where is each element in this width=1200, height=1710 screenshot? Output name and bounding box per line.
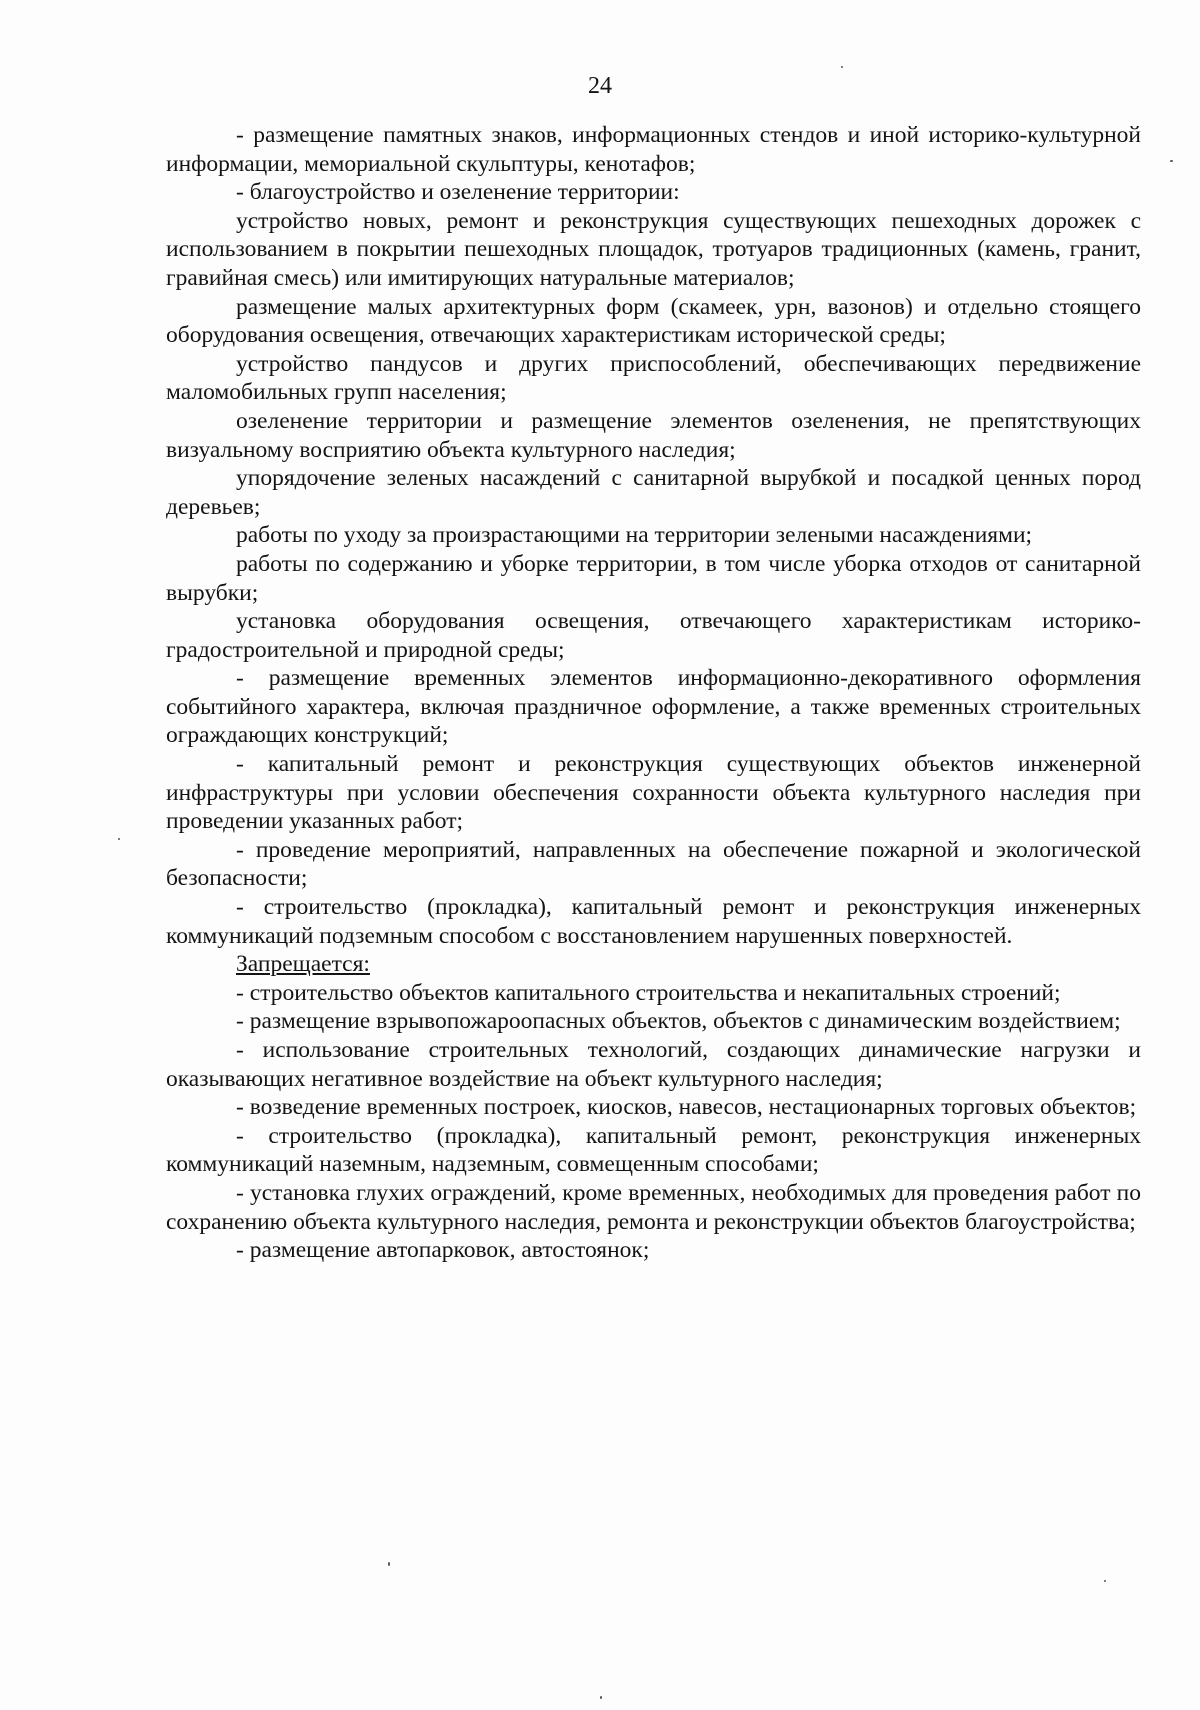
paragraph: - размещение автопарковок, автостоянок; [236,1237,650,1264]
section-heading-prohibited [166,950,1141,979]
paragraph: - установка глухих ограждений, кроме временных, необходимых для проведения работ по сохранению объекта культурного наследия, ремонта и реконструкции объектов благоустройства; [166,1179,1141,1235]
paragraph: - размещение взрывопожароопасных объектов, объектов с динамическим воздействием; [236,1008,1121,1035]
paragraph: установка оборудования освещения, отвечающего характеристикам историко-градостроительной и природной среды; [166,608,1141,663]
paragraph: устройство новых, ремонт и реконструкция существующих пешеходных дорожек с использованием в покрытии пешеходных площадок, тротуаров традиционных (камень, гранит, гравийная смесь) или имитирующих натуральные материалов; [166,207,1141,291]
paragraph: озеленение территории и размещение элементов озеленения, не препятствующих визуальному восприятию объекта культурного наследия; [166,407,1141,463]
paragraph: - строительство (прокладка), капитальный ремонт, реконструкция инженерных коммуникаций наземным, надземным, совмещенным способами; [166,1122,1141,1178]
document-body [166,121,1141,1265]
paragraph: работы по содержанию и уборке территории, в том числе уборка отходов от санитарной вырубки; [166,550,1141,606]
paragraph: - строительство объектов капитального строительства и некапитальных строений; [236,979,1061,1006]
paragraph: работы по уходу за произрастающими на территории зелеными насаждениями; [236,522,1033,549]
paragraph: - использование строительных технологий, создающих динамические нагрузки и оказывающих негативное воздействие на объект культурного наследия; [166,1037,1141,1092]
scan-speck [1104,1580,1106,1582]
paragraph: - благоустройство и озеленение территории: [236,179,680,206]
paragraph: - размещение временных элементов информационно-декоративного оформления событийного характера, включая праздничное оформление, а также временных строительных ограждающих конструкций; [166,665,1141,749]
paragraph: размещение малых архитектурных форм (скамеек, урн, вазонов) и отдельно стоящего оборудования освещения, отвечающих характеристикам исторической среды; [166,293,1141,349]
scan-speck [118,838,120,840]
page-number: 24 [588,73,612,99]
scan-speck [600,1696,602,1699]
paragraph: - проведение мероприятий, направленных на обеспечение пожарной и экологической безопасности; [166,836,1141,892]
paragraph: - строительство (прокладка), капитальный ремонт и реконструкция инженерных коммуникаций подземным способом с восстановлением нарушенных поверхностей. [166,894,1141,949]
scan-speck [841,66,843,68]
paragraph: - капитальный ремонт и реконструкция существующих объектов инженерной инфраструктуры при условии обеспечения сохранности объекта культурного наследия при проведении указанных работ; [166,751,1141,835]
paragraph: - возведение временных построек, киосков, навесов, нестационарных торговых объектов; [236,1094,1137,1121]
scan-speck [388,1562,390,1566]
paragraph: устройство пандусов и других приспособлений, обеспечивающих передвижение маломобильных групп населения; [166,350,1141,406]
paragraph: - размещение памятных знаков, информационных стендов и иной историко-культурной информации, мемориальной скульптуры, кенотафов; [166,122,1141,177]
paragraph: упорядочение зеленых насаждений с санитарной вырубкой и посадкой ценных пород деревьев; [166,465,1141,520]
prohibited-heading-text: Запрещается: [236,951,370,978]
scan-speck [1170,160,1173,162]
